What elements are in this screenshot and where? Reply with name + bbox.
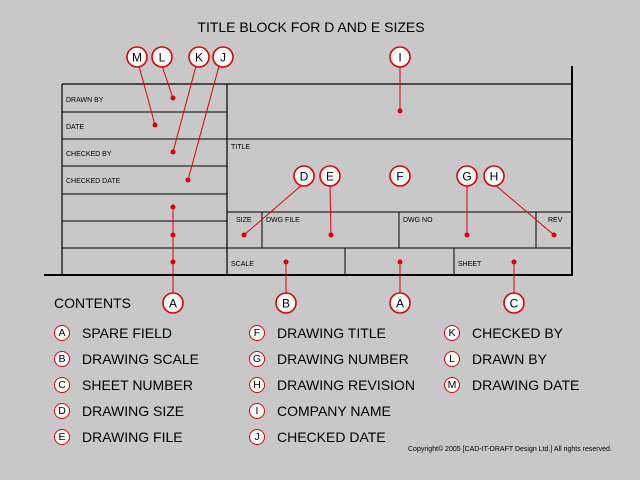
legend-badge: H [249, 377, 265, 393]
legend-badge: M [444, 377, 460, 393]
legend-item-d [54, 400, 184, 422]
legend-label: DRAWING TITLE [277, 325, 386, 341]
legend-item-h [249, 374, 415, 396]
legend-badge: E [54, 429, 70, 445]
contents-heading: CONTENTS [54, 295, 131, 311]
field-label-scale: SCALE [231, 261, 254, 268]
svg-text:J: J [220, 50, 226, 65]
legend-label: DRAWING FILE [82, 429, 183, 445]
svg-text:A: A [395, 296, 405, 311]
svg-text:B: B [281, 296, 291, 311]
copyright-notice: Copyright© 2005 [CAD-IT-DRAFT Design Ltd.] All rights reserved. [408, 446, 612, 453]
svg-text:L: L [158, 50, 166, 65]
legend-item-f [249, 322, 386, 344]
svg-text:C: C [509, 296, 519, 311]
legend-item-k [444, 322, 563, 344]
legend-badge: I [249, 403, 265, 419]
field-label-checked-by: CHECKED BY [66, 151, 112, 158]
legend-label: DRAWING DATE [472, 377, 580, 393]
legend-badge: J [249, 429, 265, 445]
legend-item-g [249, 348, 409, 370]
svg-text:I: I [398, 50, 402, 65]
svg-text:M: M [132, 50, 142, 65]
field-label-rev: REV [548, 217, 563, 224]
callout-e [320, 166, 340, 186]
field-label-size: SIZE [236, 217, 252, 224]
callout-d [294, 166, 314, 186]
legend-label: SPARE FIELD [82, 325, 172, 341]
callout-a-right [390, 293, 410, 313]
callout-a-left [163, 293, 183, 313]
field-label-title: TITLE [231, 144, 251, 151]
field-label-date: DATE [66, 124, 85, 131]
legend-badge: G [249, 351, 265, 367]
svg-text:F: F [396, 169, 404, 184]
legend-badge: C [54, 377, 70, 393]
legend-item-l [444, 348, 547, 370]
callout-f [390, 166, 410, 186]
legend-label: CHECKED DATE [277, 429, 386, 445]
legend-label: DRAWING SIZE [82, 403, 185, 419]
legend-item-i [249, 400, 391, 422]
legend-label: DRAWING REVISION [277, 377, 415, 393]
legend-item-b [54, 348, 199, 370]
legend-item-j [249, 426, 386, 448]
callout-j [213, 47, 233, 67]
legend-label: CHECKED BY [472, 325, 564, 341]
callout-c [504, 293, 524, 313]
callout-l [152, 47, 172, 67]
legend-label: DRAWING NUMBER [277, 351, 409, 367]
svg-text:H: H [489, 169, 499, 184]
callout-h [484, 166, 504, 186]
svg-text:K: K [194, 50, 204, 65]
field-label-dwg-file: DWG FILE [266, 217, 300, 224]
callout-k [189, 47, 209, 67]
legend-badge: D [54, 403, 70, 419]
field-label-drawn-by: DRAWN BY [66, 97, 104, 104]
svg-text:A: A [168, 296, 178, 311]
callout-b [276, 293, 296, 313]
legend-item-m [444, 374, 579, 396]
legend-label: DRAWING SCALE [82, 351, 199, 367]
legend-badge: K [444, 325, 460, 341]
legend-label: DRAWN BY [472, 351, 547, 367]
field-label-sheet: SHEET [458, 261, 482, 268]
legend-item-c [54, 374, 193, 396]
callout-g [457, 166, 477, 186]
callout-i [390, 47, 410, 67]
callout-m [127, 47, 147, 67]
field-label-dwg-no: DWG NO [403, 217, 433, 224]
svg-text:E: E [325, 169, 335, 184]
legend-item-e [54, 426, 183, 448]
field-label-checked-date: CHECKED DATE [66, 178, 121, 185]
legend-label: COMPANY NAME [277, 403, 391, 419]
svg-text:D: D [299, 169, 309, 184]
legend-badge: F [249, 325, 265, 341]
legend-badge: B [54, 351, 70, 367]
legend-label: SHEET NUMBER [82, 377, 193, 393]
legend-item-a [54, 322, 172, 344]
legend-badge: L [444, 351, 460, 367]
svg-text:G: G [462, 169, 472, 184]
diagram-title: TITLE BLOCK FOR D AND E SIZES [197, 19, 425, 35]
legend-badge: A [54, 325, 70, 341]
